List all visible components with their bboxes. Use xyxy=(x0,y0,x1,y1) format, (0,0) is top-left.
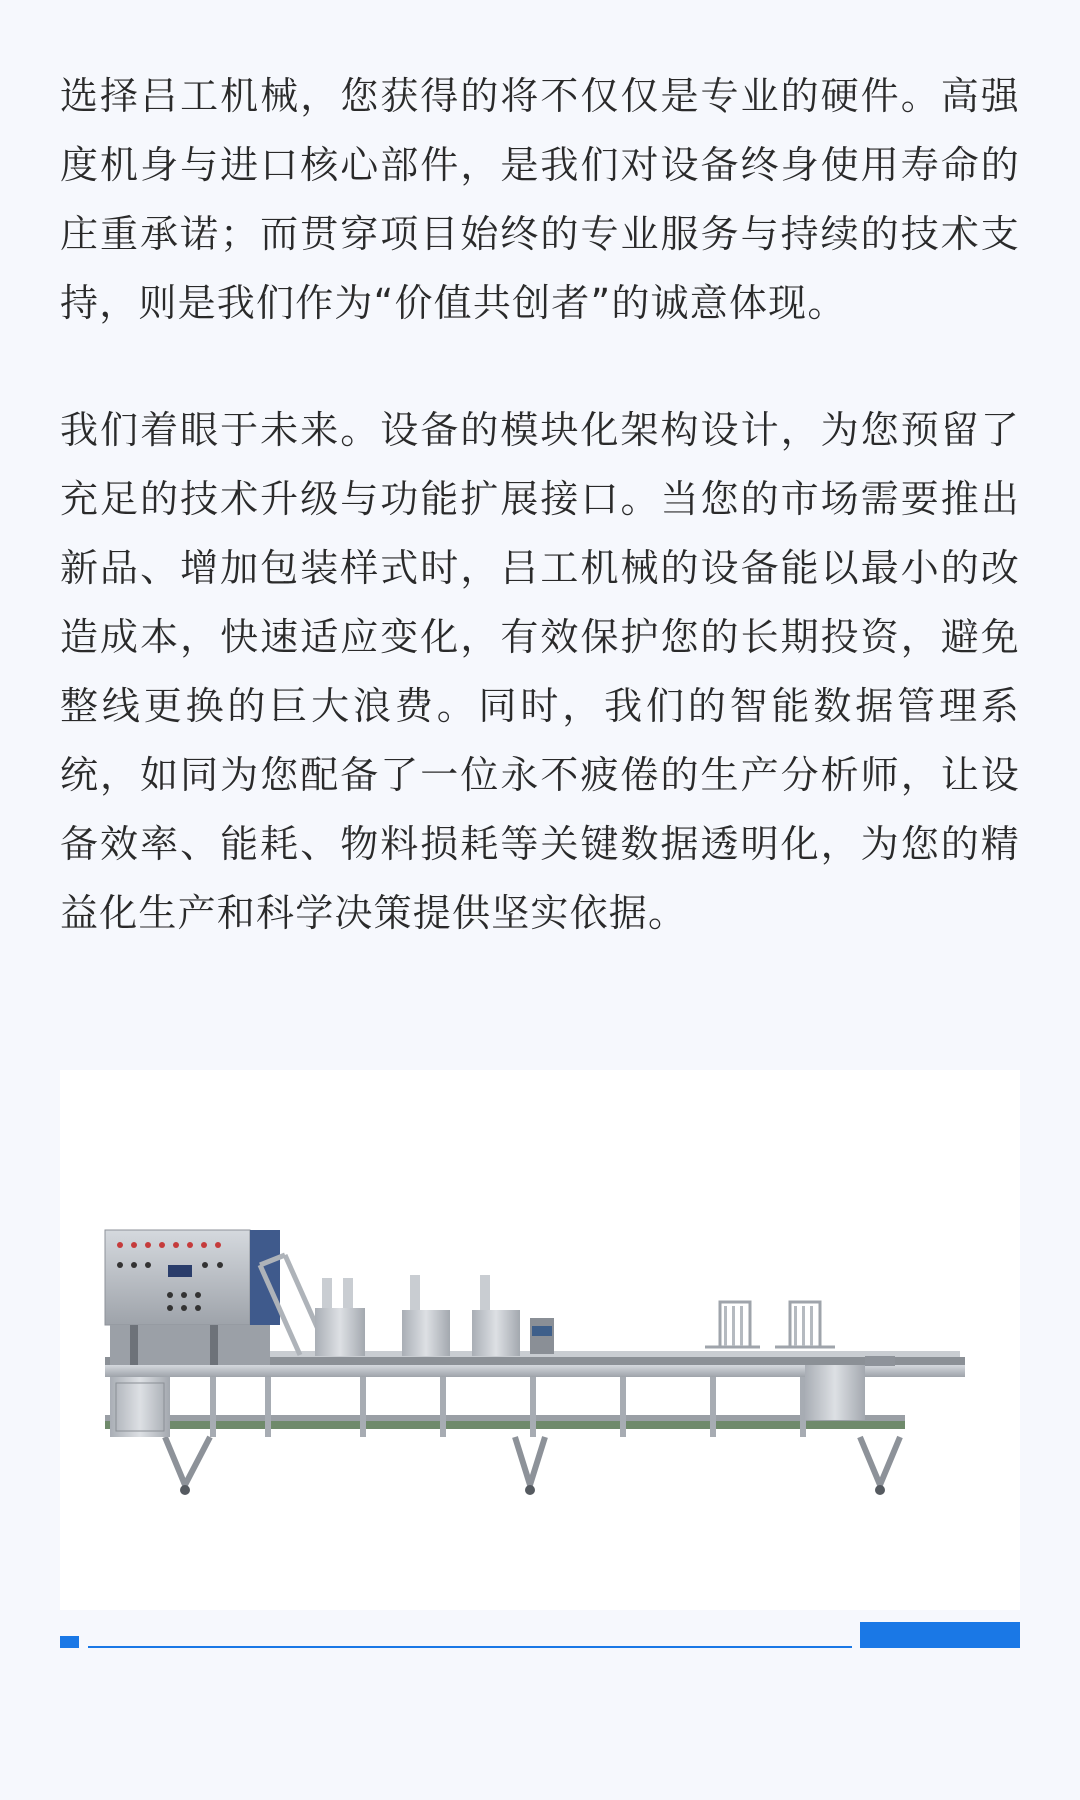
accent-divider-line xyxy=(88,1646,852,1648)
paragraph-1: 选择吕工机械，您获得的将不仅仅是专业的硬件。高强度机身与进口核心部件，是我们对设备终身使用寿命的庄重承诺；而贯穿项目始终的专业服务与持续的技术支持，则是我们作为“价值共创者”的诚意体现。 xyxy=(60,74,1020,325)
accent-square xyxy=(60,1636,79,1648)
product-image xyxy=(60,1070,1020,1610)
accent-bar xyxy=(860,1622,1020,1648)
filling-sealing-machine-illustration xyxy=(60,1070,1020,1610)
article-body xyxy=(60,62,1020,948)
paragraph-2: 我们着眼于未来。设备的模块化架构设计，为您预留了充足的技术升级与功能扩展接口。当您的市场需要推出新品、增加包装样式时，吕工机械的设备能以最小的改造成本，快速适应变化，有效保护您的长期投资，避免整线更换的巨大浪费。同时，我们的智能数据管理系统，如同为您配备了一位永不疲倦的生产分析师，让设备效率、能耗、物料损耗等关键数据透明化，为您的精益化生产和科学决策提供坚实依据。 xyxy=(60,408,1020,935)
